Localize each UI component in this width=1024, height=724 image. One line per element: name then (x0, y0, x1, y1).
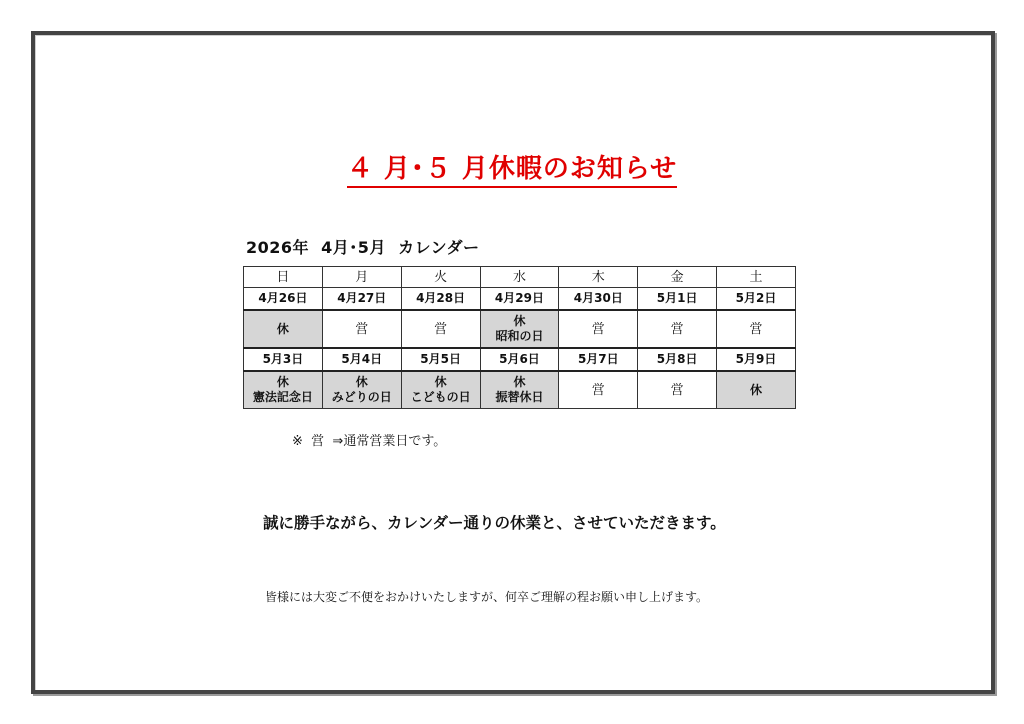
date-cell: 5月4日 (322, 348, 401, 371)
status-mark: 営 (670, 382, 684, 398)
date-cell: 5月2日 (717, 288, 796, 311)
status-mark: 休 (750, 382, 763, 397)
weekday-tue: 火 (401, 267, 480, 288)
business-day-cell (401, 310, 480, 348)
holiday-name: 憲法記念日 (252, 390, 313, 404)
weekday-sun: 日 (244, 267, 323, 288)
business-day-cell (717, 310, 796, 348)
closed-day-cell (480, 371, 559, 409)
status-mark: 営 (434, 321, 448, 337)
status-row (244, 371, 796, 409)
calendar-body (244, 288, 796, 409)
notice-title (0, 148, 1024, 185)
weekday-sat: 土 (717, 267, 796, 288)
closure-message: 誠に勝手ながら、カレンダー通りの休業と、させていただきます。 (263, 514, 726, 532)
notice-title-text: ４ 月･５ 月休暇のお知らせ (347, 154, 677, 188)
legend-note: ※ 営 ⇒通常営業日です。 (292, 434, 447, 449)
weekday-wed: 水 (480, 267, 559, 288)
status-row (244, 310, 796, 348)
holiday-name: 昭和の日 (495, 329, 544, 343)
weekday-header-row (244, 267, 796, 288)
weekday-fri: 金 (638, 267, 717, 288)
closed-day-cell (480, 310, 559, 348)
business-day-cell (638, 371, 717, 409)
date-row (244, 348, 796, 371)
status-mark: 営 (670, 321, 684, 337)
date-row (244, 288, 796, 311)
date-cell: 5月7日 (559, 348, 638, 371)
date-cell: 5月1日 (638, 288, 717, 311)
date-cell: 5月8日 (638, 348, 717, 371)
status-mark: 休 (513, 314, 526, 328)
weekday-mon: 月 (322, 267, 401, 288)
business-day-cell (559, 310, 638, 348)
closed-day-cell (322, 371, 401, 409)
status-mark: 休 (513, 375, 526, 389)
holiday-name: こどもの日 (410, 390, 471, 404)
weekday-thu: 木 (559, 267, 638, 288)
closed-day-cell (401, 371, 480, 409)
calendar-heading: 2026年 4月･5月 カレンダー (246, 238, 480, 257)
date-cell: 4月28日 (401, 288, 480, 311)
holiday-calendar (243, 266, 796, 409)
status-mark: 営 (591, 382, 605, 398)
holiday-name: みどりの日 (331, 390, 392, 404)
date-cell: 4月30日 (559, 288, 638, 311)
status-mark: 営 (355, 321, 369, 337)
date-cell: 5月3日 (244, 348, 323, 371)
date-cell: 5月9日 (717, 348, 796, 371)
date-cell: 4月27日 (322, 288, 401, 311)
apology-text: 皆様には大変ご不便をおかけいたしますが、何卒ご理解の程お願い申し上げます。 (265, 590, 709, 604)
date-cell: 5月5日 (401, 348, 480, 371)
status-mark: 休 (276, 321, 289, 336)
status-mark: 休 (355, 375, 368, 389)
status-mark: 休 (276, 375, 289, 389)
status-mark: 休 (434, 375, 447, 389)
closed-day-cell (717, 371, 796, 409)
closed-day-cell (244, 371, 323, 409)
status-mark: 営 (591, 321, 605, 337)
holiday-name: 振替休日 (495, 390, 544, 404)
date-cell: 4月26日 (244, 288, 323, 311)
status-mark: 営 (749, 321, 763, 337)
business-day-cell (559, 371, 638, 409)
business-day-cell (638, 310, 717, 348)
date-cell: 4月29日 (480, 288, 559, 311)
date-cell: 5月6日 (480, 348, 559, 371)
business-day-cell (322, 310, 401, 348)
closed-day-cell (244, 310, 323, 348)
